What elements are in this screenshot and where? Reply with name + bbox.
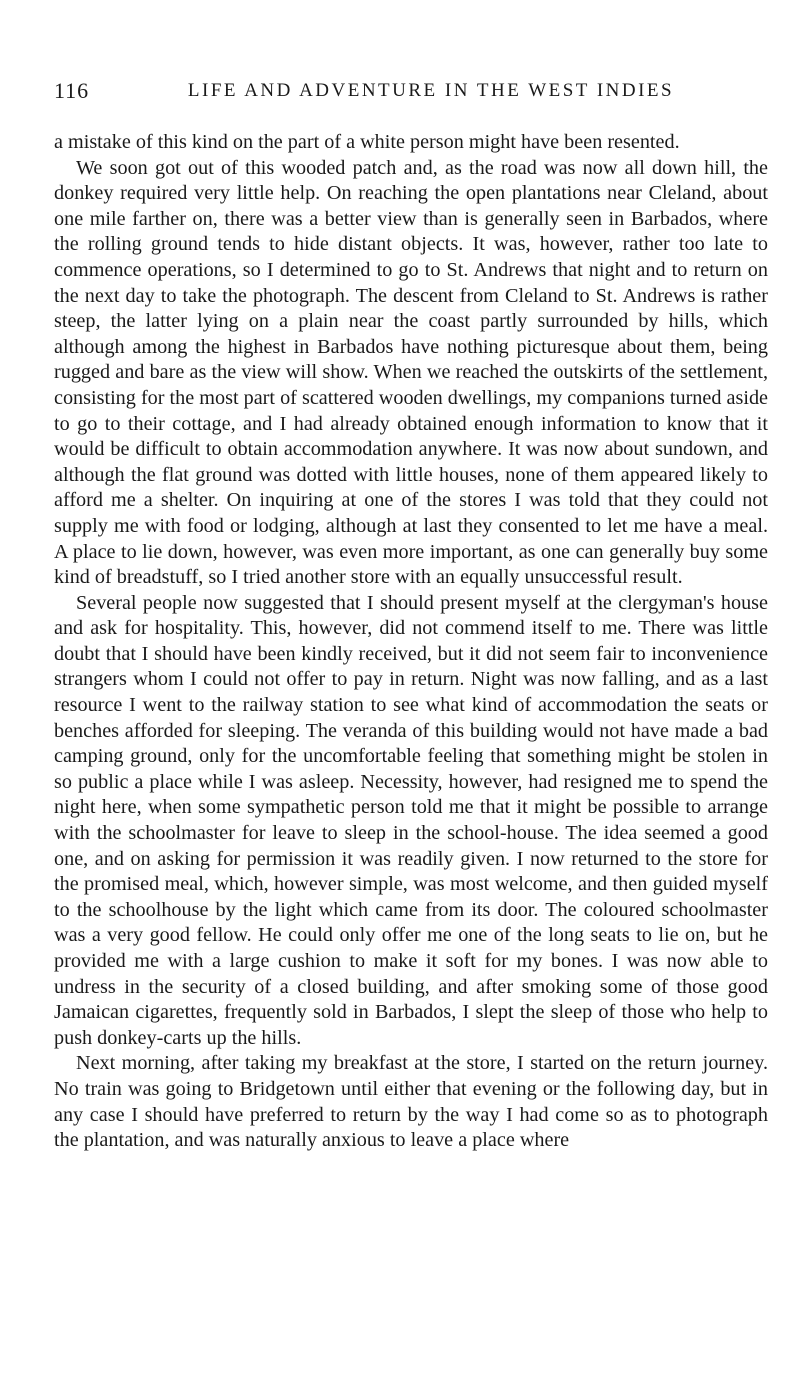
body-text — [54, 130, 768, 1154]
running-head: LIFE AND ADVENTURE IN THE WEST INDIES — [187, 80, 675, 101]
page-number: 116 — [54, 78, 90, 103]
paragraph: a mistake of this kind on the part of a white person might have been resented. — [54, 131, 680, 153]
paragraph: Several people now suggested that I should present myself at the clergyman's house and ask for hospitality. This, however, did not commend itself to me. There was little doubt that I should have been kindly received, but it did not seem fair to inconvenience strangers whom I could not offer to pay in return. Night was now falling, and as a last resource I went to the railway station to see what kind of accommodation the seats or benches afforded for sleeping. The veranda of this building would not have made a bad camping ground, only for the uncomfortable feeling that something might be stolen in so public a place while I was asleep. Necessity, however, had resigned me to spend the night here, when some sympathetic person told me that it might be possible to arrange with the schoolmaster for leave to sleep in the school-house. The idea seemed a good one, and on asking for permission it was readily given. I now returned to the store for the promised meal, which, however simple, was most welcome, and then guided myself to the schoolhouse by the light which came from its door. The coloured schoolmaster was a very good fellow. He could only offer me one of the long seats to lie on, but he provided me with a large cushion to make it soft for my bones. I was now able to undress in the security of a closed building, and after smoking some of those good Jamaican cigarettes, frequently sold in Barbados, I slept the sleep of those who help to push donkey-carts up the hills. — [54, 591, 768, 1049]
page-header — [54, 78, 768, 112]
paragraph: We soon got out of this wooded patch and, as the road was now all down hill, the donkey required very little help. On reaching the open plantations near Cleland, about one mile farther on, there was a better view than is generally seen in Barbados, where the rolling ground tends to hide distant objects. It was, however, rather too late to commence operations, so I determined to go to St. Andrews that night and to return on the next day to take the photograph. The descent from Cleland to St. Andrews is rather steep, the latter lying on a plain near the coast partly surrounded by hills, which although among the highest in Barbados have nothing picturesque about them, being rugged and bare as the view will show. When we reached the outskirts of the settlement, consisting for the most part of scattered wooden dwellings, my companions turned aside to go to their cottage, and I had already obtained enough information to know that it would be difficult to obtain accommodation anywhere. It was now about sundown, and although the flat ground was dotted with little houses, none of them appeared likely to afford me a shelter. On inquiring at one of the stores I was told that they could not supply me with food or lodging, although at last they consented to let me have a meal. A place to lie down, however, was even more important, as one can generally buy some kind of breadstuff, so I tried another store with an equally unsuccessful result. — [54, 156, 768, 589]
paragraph: Next morning, after taking my breakfast at the store, I started on the return journey. No train was going to Bridgetown until either that evening or the following day, but in any case I should have preferred to return by the way I had come so as to photograph the plantation, and was naturally anxious to leave a place where — [54, 1052, 768, 1152]
